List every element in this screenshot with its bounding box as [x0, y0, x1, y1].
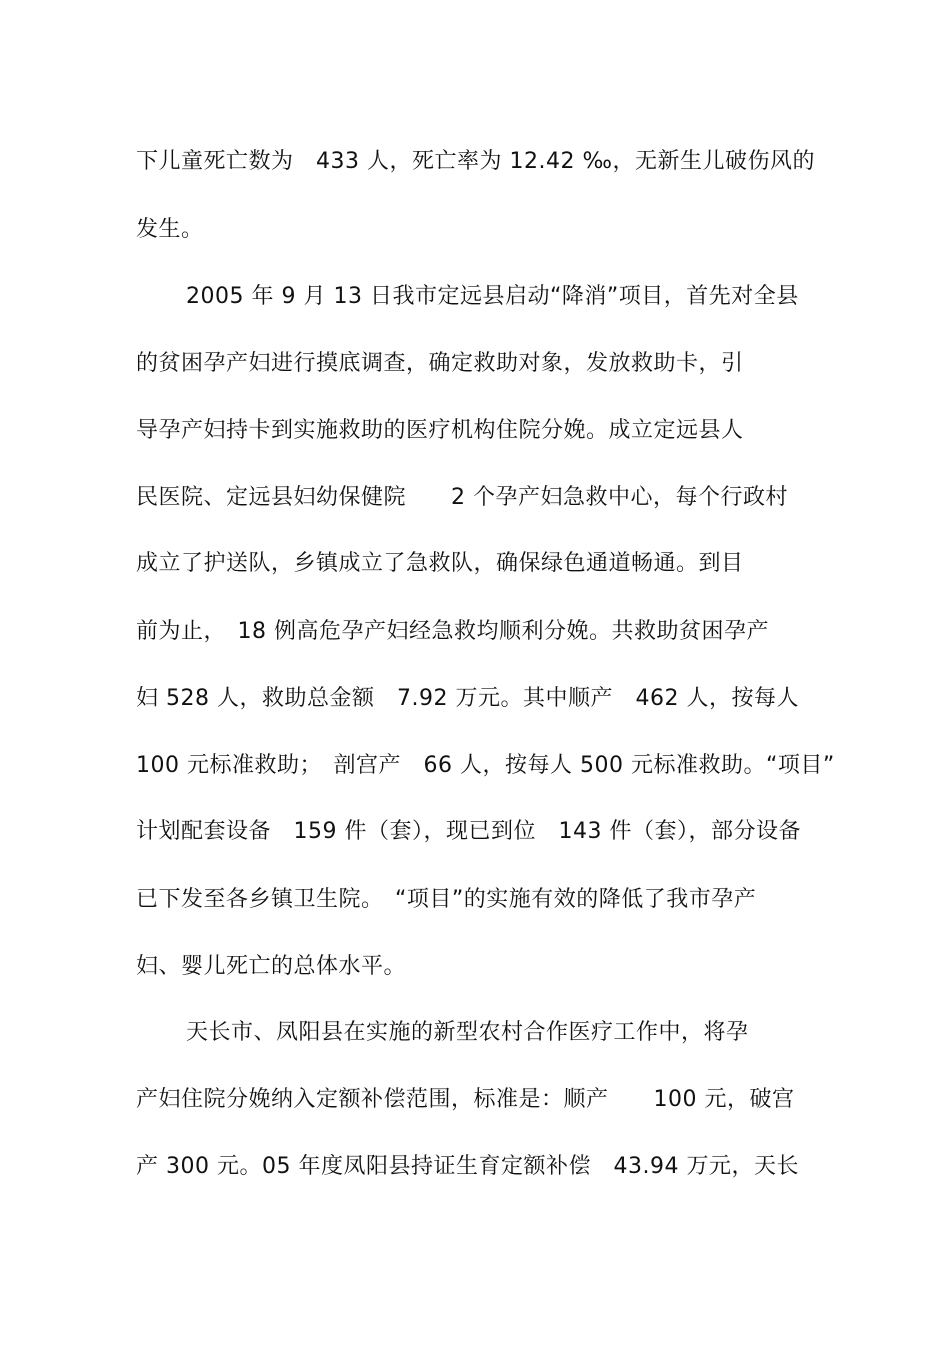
text-line: 前为止， 18 例高危孕产妇经急救均顺利分娩。共救助贫困孕产: [136, 619, 769, 644]
text-line: 100 元标准救助； 剖宫产 66 人，按每人 500 元标准救助。“项目”: [136, 753, 835, 778]
text-line: 产 300 元。05 年度凤阳县持证生育定额补偿 43.94 万元，天长: [136, 1154, 799, 1179]
text-line: 计划配套设备 159 件（套），现已到位 143 件（套），部分设备: [136, 819, 801, 844]
text-line: 的贫困孕产妇进行摸底调查，确定救助对象，发放救助卡，引: [136, 351, 744, 376]
text-line: 产妇住院分娩纳入定额补偿范围，标准是：顺产 100 元，破宫: [136, 1087, 795, 1112]
text-line: 成立了护送队，乡镇成立了急救队，确保绿色通道畅通。到目: [136, 551, 744, 576]
paragraph-start-line: 2005 年 9 月 13 日我市定远县启动“降消”项目，首先对全县: [186, 284, 799, 309]
text-line: 发生。: [136, 217, 204, 242]
text-line: 导孕产妇持卡到实施救助的医疗机构住院分娩。成立定远县人: [136, 418, 744, 443]
text-line: 民医院、定远县妇幼保健院 2 个孕产妇急救中心，每个行政村: [136, 485, 788, 510]
text-line: 妇、婴儿死亡的总体水平。: [136, 954, 407, 979]
text-line: 妇 528 人，救助总金额 7.92 万元。其中顺产 462 人，按每人: [136, 686, 799, 711]
paragraph-start-line: 天长市、凤阳县在实施的新型农村合作医疗工作中，将孕: [186, 1020, 749, 1045]
text-line: 已下发至各乡镇卫生院。 “项目”的实施有效的降低了我市孕产: [136, 887, 757, 912]
text-line: 下儿童死亡数为 433 人，死亡率为 12.42 ‰，无新生儿破伤风的: [136, 149, 815, 174]
